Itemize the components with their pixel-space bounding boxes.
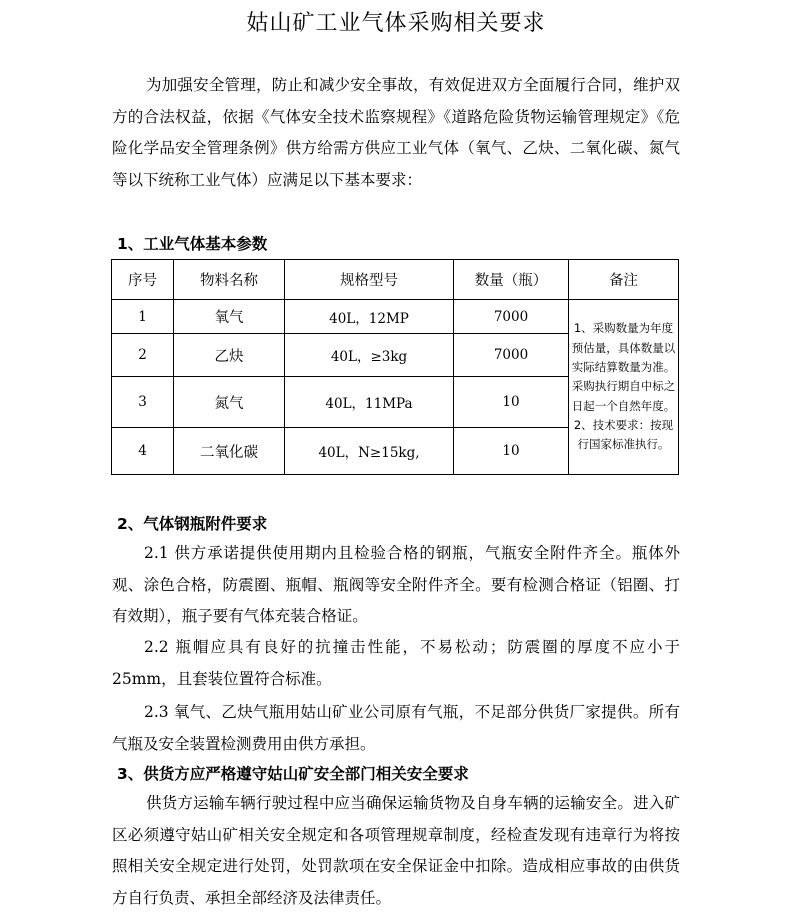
column-header: 规格型号: [285, 260, 454, 300]
cell-spec: 40L，12MP: [285, 300, 454, 334]
gas-parameters-table: [111, 259, 679, 475]
cell-qty: 7000: [454, 300, 569, 334]
cell-name: 二氧化碳: [174, 428, 285, 475]
section-2-paragraph-1: 2.1 供方承诺提供使用期内且检验合格的钢瓶，气瓶安全附件齐全。瓶体外观、涂色合格，防震圈、瓶帽、瓶阀等安全附件齐全。要有检测合格证（铝圈、打有效期），瓶子要有气体充装合格证。: [112, 544, 680, 625]
column-header: 序号: [112, 260, 174, 300]
cell-qty: 10: [454, 377, 569, 428]
cell-qty: 10: [454, 428, 569, 475]
column-header: 备注: [569, 260, 679, 300]
section-1-heading: 1、工业气体基本参数: [117, 235, 268, 253]
section-3-heading: 3、供货方应严格遵守姑山矿安全部门相关安全要求: [117, 765, 469, 783]
section-2-heading: 2、气体钢瓶附件要求: [117, 515, 268, 533]
column-header: 数量（瓶）: [454, 260, 569, 300]
cell-spec: 40L，11MPa: [285, 377, 454, 428]
cell-no: 1: [112, 300, 174, 334]
cell-spec: 40L，N≥15kg,: [285, 428, 454, 475]
cell-name: 氧气: [174, 300, 285, 334]
section-3-paragraph: 供货方运输车辆行驶过程中应当确保运输货物及自身车辆的运输安全。进入矿区必须遵守姑山矿相关安全规定和各项管理规章制度，经检查发现有违章行为将按照相关安全规定进行处罚，处罚款项在安全保证金中扣除。造成相应事故的由供货方自行负责、承担全部经济及法律责任。: [112, 794, 680, 907]
column-header: 物料名称: [174, 260, 285, 300]
cell-no: 3: [112, 377, 174, 428]
cell-qty: 7000: [454, 334, 569, 377]
table-header-row: [112, 260, 679, 300]
table-row: [112, 300, 679, 334]
cell-spec: 40L，≥3kg: [285, 334, 454, 377]
cell-name: 氮气: [174, 377, 285, 428]
cell-no: 2: [112, 334, 174, 377]
cell-remark: 1、采购数量为年度预估量，具体数量以实际结算数量为准。采购执行期自中标之日起一个自然年度。2、技术要求：按现行国家标准执行。: [569, 300, 679, 475]
document-title: 姑山矿工业气体采购相关要求: [246, 11, 546, 36]
intro-paragraph: 为加强安全管理，防止和减少安全事故，有效促进双方全面履行合同，维护双方的合法权益，依据《气体安全技术监察规程》《道路危险货物运输管理规定》《危险化学品安全管理条例》供方给需方供应工业气体（氧气、乙炔、二氧化碳、氮气等以下统称工业气体）应满足以下基本要求：: [112, 76, 680, 189]
section-2-paragraph-2: 2.2 瓶帽应具有良好的抗撞击性能，不易松动；防震圈的厚度不应小于 25mm，且套装位置符合标准。: [112, 638, 680, 688]
cell-no: 4: [112, 428, 174, 475]
section-2-paragraph-3: 2.3 氧气、乙炔气瓶用姑山矿业公司原有气瓶，不足部分供货厂家提供。所有气瓶及安全装置检测费用由供方承担。: [112, 703, 680, 753]
cell-name: 乙炔: [174, 334, 285, 377]
